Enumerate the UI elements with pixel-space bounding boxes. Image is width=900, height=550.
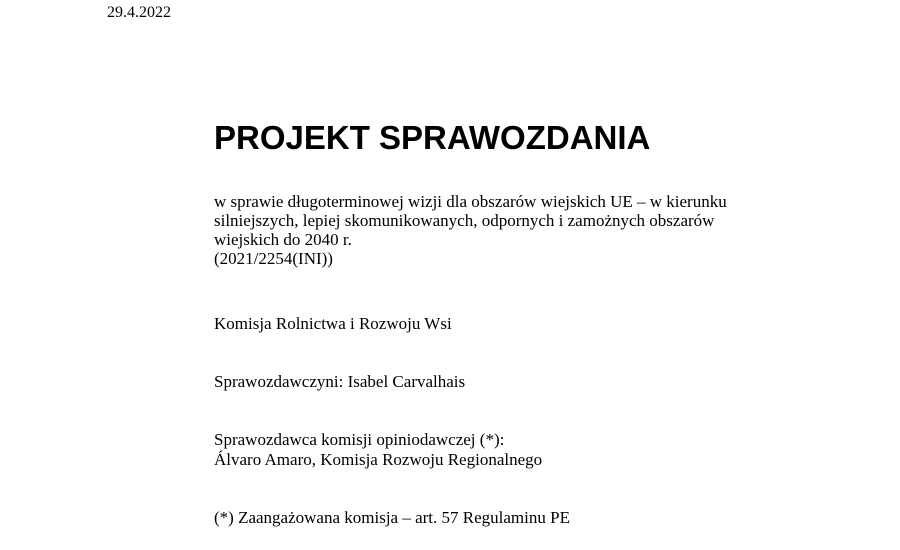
rapporteur: Sprawozdawczyni: Isabel Carvalhais	[214, 372, 466, 391]
document-title: PROJEKT SPRAWOZDANIA	[214, 119, 651, 156]
opinion-rapporteur-block	[214, 430, 542, 470]
subject-line: wiejskich do 2040 r.	[214, 230, 352, 249]
opinion-rapporteur-label: Sprawozdawca komisji opiniodawczej (*):	[214, 430, 505, 449]
opinion-rapporteur-name: Álvaro Amaro, Komisja Rozwoju Regionalnego	[214, 450, 543, 469]
procedure-number: (2021/2254(INI))	[214, 249, 333, 268]
subject-line: silniejszych, lepiej skomunikowanych, odpornych i zamożnych obszarów	[214, 211, 715, 230]
subject-line: w sprawie długoterminowej wizji dla obszarów wiejskich UE – w kierunku	[214, 192, 727, 211]
footnote: (*) Zaangażowana komisja – art. 57 Regulaminu PE	[214, 508, 570, 527]
report-subject	[214, 192, 774, 268]
committee-name: Komisja Rolnictwa i Rozwoju Wsi	[214, 314, 452, 333]
document-date: 29.4.2022	[107, 4, 171, 21]
